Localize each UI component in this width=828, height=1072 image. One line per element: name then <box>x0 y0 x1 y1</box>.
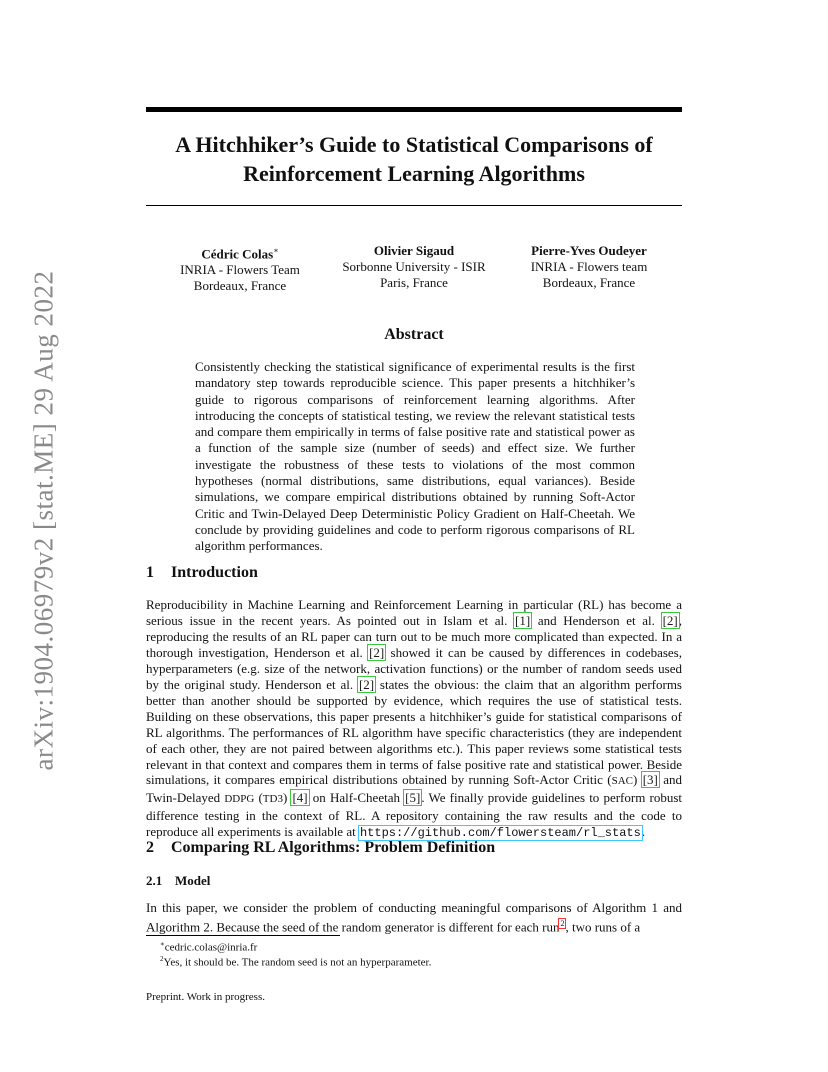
author-name: Cédric Colas <box>201 246 274 262</box>
text-run: and Henderson et al. <box>531 612 662 628</box>
abstract-text: Consistently checking the statistical significance of experimental results is the first mandatory step towards reproducible science. This paper presents a hitchhiker’s guide to rigorous comparisons of reinforcement learning algorithms. After introducing the concepts of statistical testing, we review the relevant statistical tests and compare them empirically in terms of false positive rate and statistical power as a function of the sample size (number of seeds) and effect size. We further investigate the robustness of these tests to violations of the most common hypotheses (normal distributions, same distributions, equal variances). Beside simulations, we compare empirical distributions obtained by running Soft-Actor Critic and Twin-Delayed Deep Deterministic Policy Gradient on Half-Cheetah. We conclude by providing guidelines and code to perform rigorous comparisons of RL algorithm performances. <box>195 359 635 554</box>
citation-link[interactable]: [3] <box>642 772 658 788</box>
section-heading-problem-definition <box>146 839 495 857</box>
author-1 <box>140 243 340 294</box>
author-affiliation: INRIA - Flowers team <box>530 259 648 274</box>
footnote-mark: 2 <box>160 955 164 963</box>
text-run: . We finally provide guidelines to perform robust difference testing in the context of RL. A repository containing the raw results and the code to reproduce all experiments is available at <box>146 790 682 840</box>
repository-url-link[interactable]: https://github.com/flowersteam/rl_stats <box>359 826 641 841</box>
acronym-sac: SAC <box>611 775 633 788</box>
citation-link[interactable]: [2] <box>662 612 678 628</box>
acronym-td3: TD3 <box>262 793 283 806</box>
footnote-mark: ∗ <box>160 940 165 948</box>
text-run: ) <box>633 772 642 788</box>
subsection-number: 2.1 <box>146 873 163 888</box>
text-run: , two runs of a <box>565 919 641 935</box>
citation-link[interactable]: [1] <box>515 612 531 628</box>
text-run: ( <box>254 790 263 806</box>
author-location: Bordeaux, France <box>542 275 636 290</box>
arxiv-identifier-stamp <box>27 260 61 780</box>
author-location: Bordeaux, France <box>193 278 287 294</box>
author-name: Olivier Sigaud <box>373 243 455 258</box>
citation-link[interactable]: [5] <box>405 790 421 806</box>
text-run: In this paper, we consider the problem of conducting meaningful comparisons of Algorithm 1 and Algorithm 2. Because the seed of the random generator is different for each run <box>146 900 682 935</box>
subsection-heading-model <box>146 873 210 889</box>
footnote-rule <box>146 935 340 936</box>
abstract-heading: Abstract <box>384 326 444 343</box>
citation-link[interactable]: [2] <box>358 676 375 692</box>
section-title: Comparing RL Algorithms: Problem Definition <box>171 839 496 856</box>
author-2 <box>314 243 514 291</box>
text-run: and Twin-Delayed <box>146 772 682 806</box>
paper-title <box>146 130 682 188</box>
citation-link[interactable]: [2] <box>369 644 385 660</box>
title-line-1: A Hitchhiker’s Guide to Statistical Comparisons of <box>175 132 653 157</box>
footnote-link[interactable]: 2 <box>560 918 565 928</box>
section-number: 2 <box>146 839 154 856</box>
author-footnote-mark: ∗ <box>273 246 279 255</box>
footnote-text: Yes, it should be. The random seed is not an hyperparameter. <box>163 956 432 969</box>
section-heading-introduction <box>146 564 258 582</box>
text-run: Reproducibility in Machine Learning and Reinforcement Learning in particular (RL) has become a serious issue in the recent years. As pointed out in Islam et al. <box>146 597 682 628</box>
author-3 <box>489 243 689 291</box>
footnote-2 <box>160 953 431 970</box>
text-run: states the obvious: the claim that an algorithm performs better than another should be supported by evidence, which requires the use of statistical tests. Building on these observations, this paper presents a hitchhiker’s guide for statistical comparisons of RL algorithms. The performances of RL algorithm have specific characteristics (they are independent of each other, they are not paired between algorithms etc.). This paper reviews some statistical tests relevant in that context and compares them in terms of false positive rate and statistical power. Beside simulations, it compares empirical distributions obtained by running Soft-Actor Critic ( <box>146 676 682 788</box>
model-paragraph <box>146 900 682 935</box>
author-location: Paris, France <box>380 275 448 290</box>
introduction-paragraph <box>146 597 682 842</box>
arxiv-stamp-text: arXiv:1904.06979v2 [stat.ME] 29 Aug 2022 <box>28 270 59 770</box>
text-run: showed it can be caused by differences in codebases, hyperparameters (e.g. size of the network, activation functions) or the number of random seeds used by the original study. Henderson et al. <box>146 644 682 692</box>
author-name: Pierre-Yves Oudeyer <box>531 243 647 258</box>
text-run: . <box>641 824 646 840</box>
section-title: Introduction <box>171 564 258 581</box>
subsection-title: Model <box>175 873 211 888</box>
text-run: , reproducing the results of an RL paper can turn out to be much more complicated than expected. In a thorough investigation, Henderson et al. <box>146 612 682 660</box>
section-number: 1 <box>146 564 154 581</box>
preprint-footer: Preprint. Work in progress. <box>146 991 265 1003</box>
title-bottom-rule <box>146 205 682 206</box>
acronym-ddpg: DDPG <box>224 793 255 806</box>
title-line-2: Reinforcement Learning Algorithms <box>243 161 585 186</box>
footnote-text: cedric.colas@inria.fr <box>164 941 258 954</box>
citation-link[interactable]: [4] <box>292 790 308 806</box>
title-top-rule <box>146 107 682 112</box>
author-affiliation: Sorbonne University - ISIR <box>342 259 486 274</box>
author-affiliation: INRIA - Flowers Team <box>180 262 300 278</box>
text-run: on Half-Cheetah <box>308 790 405 806</box>
text-run: ) <box>282 790 292 806</box>
